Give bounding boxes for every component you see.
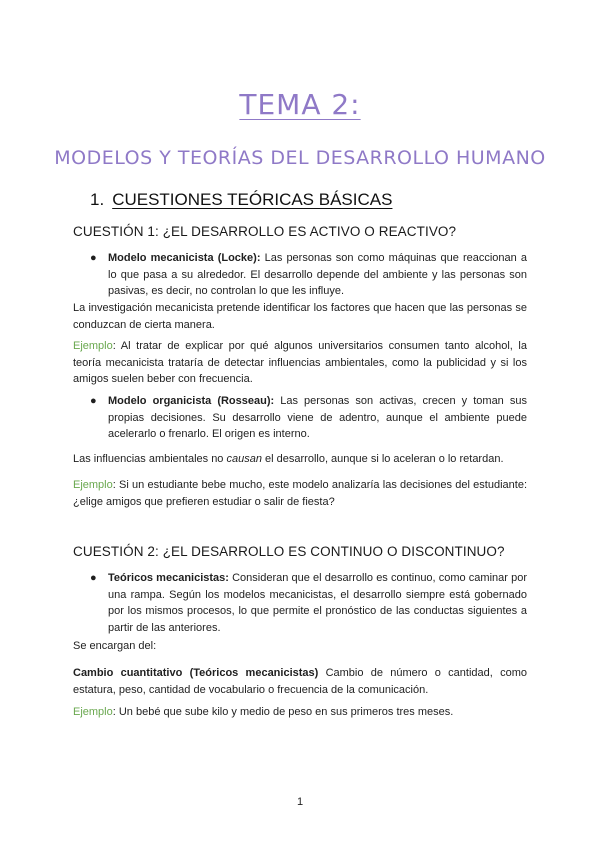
emphasis: causan [226, 453, 262, 465]
bullet-description: Las personas son como máquinas que reaccionan a lo que pasa a su alrededor. El desarrollo depende del ambiente y las personas son pasivas, es decir, no controlan lo que les influye. [108, 252, 527, 297]
paragraph: Cambio cuantitativo (Teóricos mecanicistas) Cambio de número o cantidad, como estatura, peso, cantidad de vocabulario o frecuencia de la comunicación. [73, 667, 527, 696]
bullet-term: Teóricos mecanicistas: [108, 572, 229, 584]
paragraph: Se encargan del: [73, 640, 157, 652]
page-subtitle: MODELOS Y TEORÍAS DEL DESARROLLO HUMANO [54, 147, 546, 169]
page-number: 1 [296, 796, 304, 808]
paragraph: La investigación mecanicista pretende identificar los factores que hacen que las personas se conduzcan de cierta manera. [73, 302, 527, 331]
bullet-icon: ● [90, 252, 97, 264]
example-label: Ejemplo [73, 479, 113, 491]
bullet-item [90, 393, 527, 443]
section-title: CUESTIONES TEÓRICAS BÁSICAS [112, 190, 393, 209]
example-paragraph [73, 704, 527, 721]
example-paragraph [73, 338, 527, 388]
example-text: : Al tratar de explicar por qué algunos universitarios consumen tanto alcohol, la teoría mecanicista trataría de detectar influencias ambientales, como la publicidad y si los amigos suelen beber con frecuencia. [73, 340, 527, 385]
bullet-description: Consideran que el desarrollo es continuo, como caminar por una rampa. Según los modelos mecanicistas, el desarrollo siempre está gobernado por los mismos procesos, lo que permite el pronóstico de las conductas siguientes a partir de las anteriores. [108, 572, 527, 634]
paragraph: Las influencias ambientales no causan el desarrollo, aunque si lo aceleran o lo retardan. [73, 453, 504, 465]
example-text: : Un bebé que sube kilo y medio de peso en sus primeros tres meses. [112, 706, 454, 718]
section-number: 1. [90, 190, 105, 209]
bullet-item [90, 570, 527, 636]
example-text: : Si un estudiante bebe mucho, este modelo analizaría las decisiones del estudiante: ¿elige amigos que prefieren estudiar o salir de fiesta? [73, 479, 527, 508]
example-label: Ejemplo [73, 706, 113, 718]
section-heading [90, 190, 392, 210]
bullet-icon: ● [90, 572, 97, 584]
bullet-item [90, 250, 527, 300]
term: Cambio cuantitativo (Teóricos mecanicistas) [73, 667, 319, 679]
example-paragraph [73, 477, 527, 510]
bullet-term: Modelo organicista (Rosseau): [108, 395, 275, 407]
bullet-icon: ● [90, 395, 97, 407]
bullet-description: Las personas son activas, crecen y toman sus propias decisiones. Su desarrollo viene de adentro, aunque el ambiente puede acelerarlo o frenarlo. El origen es interno. [108, 395, 527, 440]
question-1-heading: CUESTIÓN 1: ¿EL DESARROLLO ES ACTIVO O REACTIVO? [73, 224, 457, 239]
bullet-term: Modelo mecanicista (Locke): [108, 252, 261, 264]
page-title: TEMA 2: [239, 88, 361, 121]
question-2-heading: CUESTIÓN 2: ¿EL DESARROLLO ES CONTINUO O DISCONTINUO? [73, 544, 505, 559]
example-label: Ejemplo [73, 340, 113, 352]
